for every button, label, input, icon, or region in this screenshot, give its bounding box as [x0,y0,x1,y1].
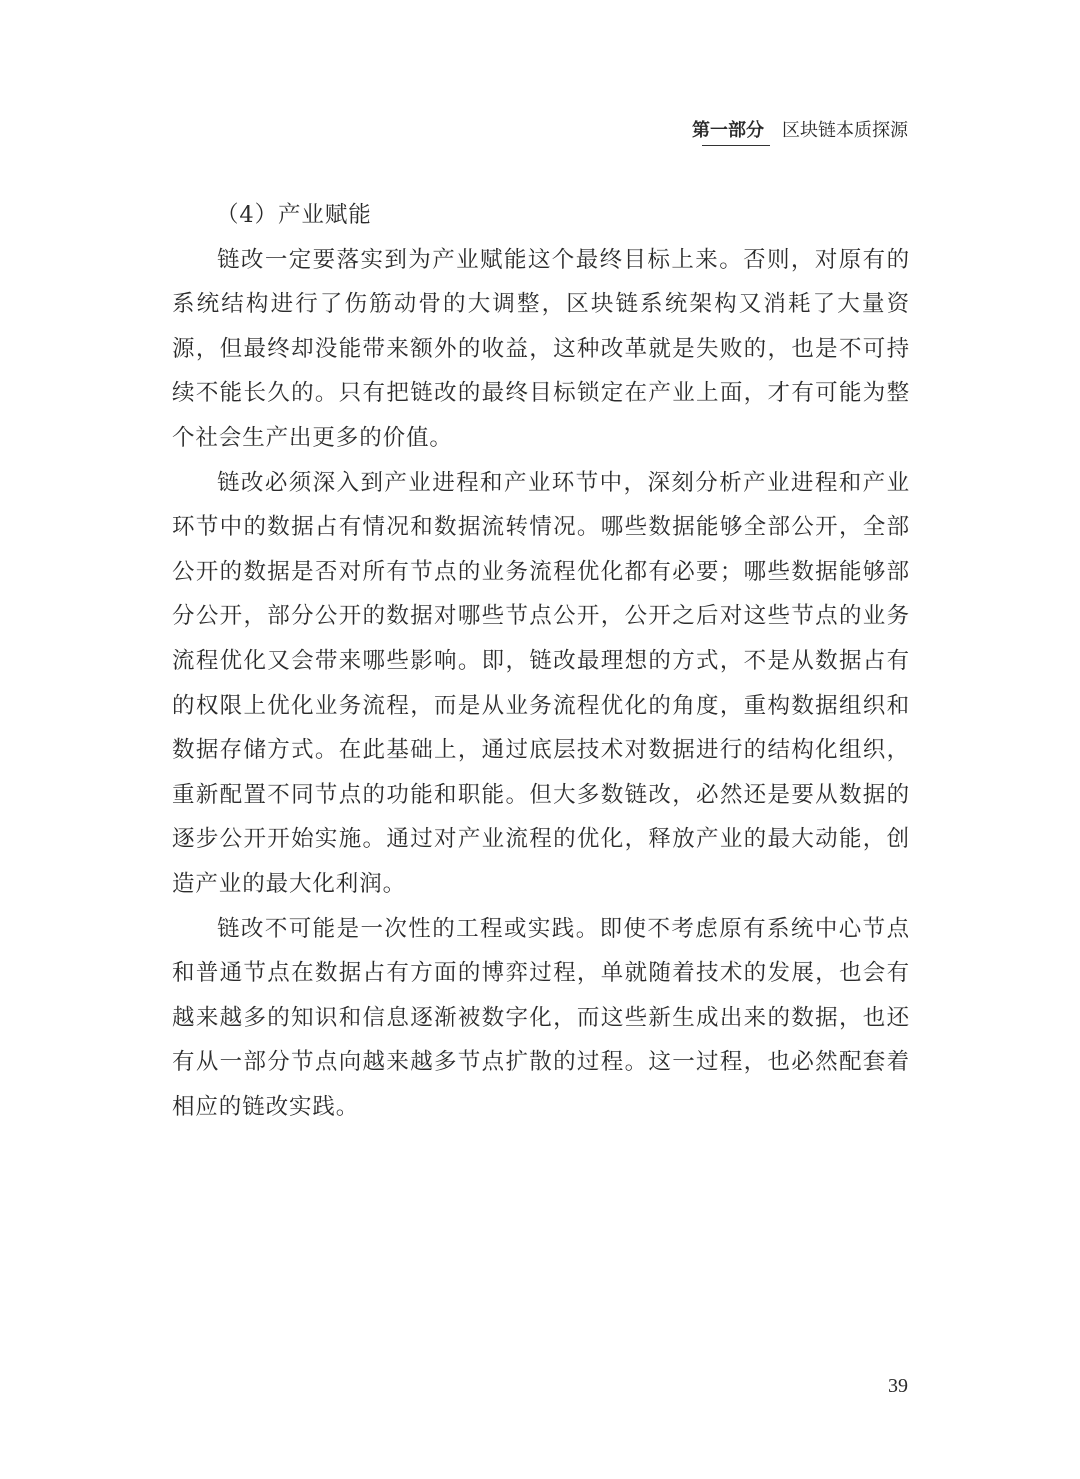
header-underline [702,145,770,146]
running-header [692,114,908,144]
paragraph-1: 链改一定要落实到为产业赋能这个最终目标上来。否则，对原有的系统结构进行了伤筋动骨的大调整，区块链系统架构又消耗了大量资源，但最终却没能带来额外的收益，这种改革就是失败的，也是不可持续不能长久的。只有把链改的最终目标锁定在产业上面，才有可能为整个社会生产出更多的价值。 [172,246,910,451]
page-number: 39 [888,1375,908,1397]
body-text [172,193,910,1129]
header-chapter-title: 区块链本质探源 [782,120,908,141]
paragraph-3: 链改不可能是一次性的工程或实践。即使不考虑原有系统中心节点和普通节点在数据占有方面的博弈过程，单就随着技术的发展，也会有越来越多的知识和信息逐渐被数字化，而这些新生成出来的数据，也还有从一部分节点向越来越多节点扩散的过程。这一过程，也必然配套着相应的链改实践。 [172,915,910,1120]
paragraph-2: 链改必须深入到产业进程和产业环节中，深刻分析产业进程和产业环节中的数据占有情况和数据流转情况。哪些数据能够全部公开，全部公开的数据是否对所有节点的业务流程优化都有必要；哪些数据能够部分公开，部分公开的数据对哪些节点公开，公开之后对这些节点的业务流程优化又会带来哪些影响。即，链改最理想的方式，不是从数据占有的权限上优化业务流程，而是从业务流程优化的角度，重构数据组织和数据存储方式。在此基础上，通过底层技术对数据进行的结构化组织，重新配置不同节点的功能和职能。但大多数链改，必然还是要从数据的逐步公开开始实施。通过对产业流程的优化，释放产业的最大动能，创造产业的最大化利润。 [172,469,910,897]
section-heading: （4）产业赋能 [216,202,372,228]
header-part-label: 第一部分 [692,120,764,141]
